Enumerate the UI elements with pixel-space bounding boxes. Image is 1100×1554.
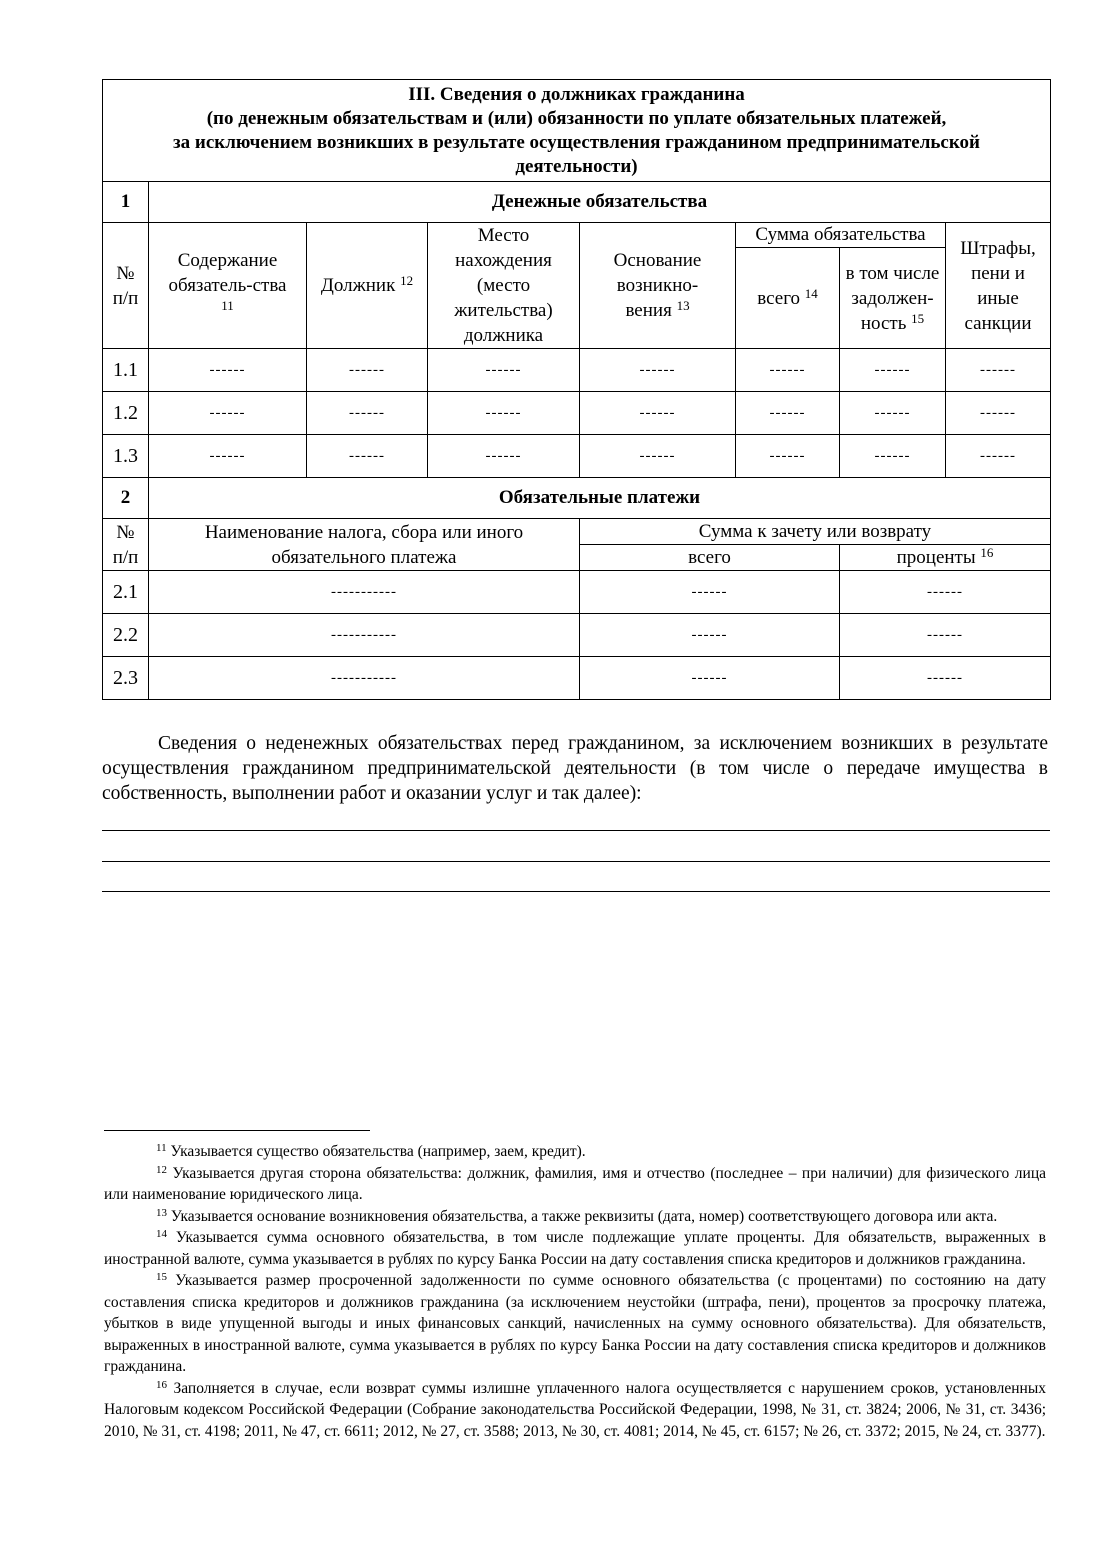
cell-payment-percent: ------ xyxy=(840,614,1051,657)
cell-penalties: ------ xyxy=(946,435,1051,478)
pay-col-header-percent-label: проценты xyxy=(896,547,976,568)
footnote-14 xyxy=(104,1227,1046,1270)
row-number: 2.1 xyxy=(103,571,149,614)
col-header-overdue xyxy=(840,248,946,349)
footnote-11 xyxy=(104,1141,1046,1163)
col-header-debtor xyxy=(307,223,428,349)
footnote-16 xyxy=(104,1378,1046,1443)
col-header-basis-label: Основание возникно-вения xyxy=(613,250,702,321)
pay-col-header-name xyxy=(149,519,580,571)
footnote-ref-16[interactable]: 16 xyxy=(980,545,994,560)
table-row xyxy=(103,571,1051,614)
table-row xyxy=(103,392,1051,435)
cell-content: ------ xyxy=(149,435,307,478)
section-title xyxy=(103,80,1051,182)
debtors-section xyxy=(102,79,1050,700)
footnotes xyxy=(104,1141,1046,1442)
col-header-number xyxy=(103,223,149,349)
row-number: 1.3 xyxy=(103,435,149,478)
pay-col-header-total: всего xyxy=(580,545,840,571)
table-row xyxy=(103,349,1051,392)
footnote-15 xyxy=(104,1270,1046,1378)
cell-overdue: ------ xyxy=(840,392,946,435)
cell-payment-total: ------ xyxy=(580,571,840,614)
col-header-overdue-label: в том числе задолжен-ность xyxy=(845,262,940,334)
pay-col-header-number-line1: № xyxy=(116,521,135,543)
cell-debtor: ------ xyxy=(307,392,428,435)
cell-debtor: ------ xyxy=(307,435,428,478)
section-title-line: III. Сведения о должниках гражданина xyxy=(408,83,745,105)
cell-payment-percent: ------ xyxy=(840,571,1051,614)
debtors-table xyxy=(102,79,1051,700)
section-title-line: деятельности) xyxy=(515,155,638,177)
col-header-total-label: всего xyxy=(757,287,801,309)
cell-payment-name: ----------- xyxy=(149,614,580,657)
row-number: 2.3 xyxy=(103,657,149,700)
col-header-amount: Сумма обязательства xyxy=(736,223,946,248)
col-header-penalties xyxy=(946,223,1051,349)
col-header-number-line2: п/п xyxy=(112,287,139,309)
table-row xyxy=(103,614,1051,657)
cell-location: ------ xyxy=(428,349,580,392)
footnote-text: Указывается существо обязательства (например, заем, кредит). xyxy=(170,1143,586,1160)
footnote-text: Указывается сумма основного обязательства, в том числе подлежащие уплате проценты. Для обязательств, выраженных в иностранной валюте, сумма указывается в рублях по курсу Банка России на дату составления списка кредиторов и должников гражданина. xyxy=(104,1229,1046,1268)
cell-payment-total: ------ xyxy=(580,614,840,657)
pay-col-header-percent xyxy=(840,545,1051,571)
footnote-text: Указывается другая сторона обязательства: должник, фамилия, имя и отчество (последнее – при наличии) для физического лица или наименование юридического лица. xyxy=(104,1164,1047,1203)
footnote-ref-14[interactable]: 14 xyxy=(804,285,818,301)
pay-col-header-name-line1: Наименование налога, сбора или иного xyxy=(204,521,524,543)
cell-basis: ------ xyxy=(580,392,736,435)
footnote-number: 11 xyxy=(156,1142,167,1154)
pay-col-header-name-line2: обязательного платежа xyxy=(271,546,457,568)
row-number: 1.1 xyxy=(103,349,149,392)
blank-fill-line[interactable] xyxy=(102,891,1050,892)
section-title-line: (по денежным обязательствам и (или) обязанности по уплате обязательных платежей, xyxy=(206,107,947,129)
footnote-number: 14 xyxy=(156,1228,167,1240)
cell-location: ------ xyxy=(428,435,580,478)
footnote-number: 16 xyxy=(156,1378,167,1391)
footnote-text: Указывается основание возникновения обязательства, а также реквизиты (дата, номер) соответствующего договора или акта. xyxy=(170,1207,998,1225)
nonmonetary-obligations-text: Сведения о неденежных обязательствах перед гражданином, за исключением возникших в результате осуществления гражданином предпринимательской деятельности (в том числе о передаче имущества в собственность, выполнении работ и оказании услуг и так далее): xyxy=(102,733,1048,804)
cell-content: ------ xyxy=(149,349,307,392)
cell-penalties: ------ xyxy=(946,392,1051,435)
cell-content: ------ xyxy=(149,392,307,435)
col-header-location-label: Место нахождения (место жительства) должника xyxy=(454,225,553,346)
row-number: 2.2 xyxy=(103,614,149,657)
blank-fill-line[interactable] xyxy=(102,861,1050,862)
footnote-ref-12[interactable]: 12 xyxy=(400,273,414,288)
col-header-debtor-label: Должник xyxy=(320,275,396,296)
blank-fill-line[interactable] xyxy=(102,830,1050,831)
cell-payment-percent: ------ xyxy=(840,657,1051,700)
payments-section-number: 2 xyxy=(103,478,149,519)
pay-col-header-number-line2: п/п xyxy=(112,546,139,568)
row-number: 1.2 xyxy=(103,392,149,435)
table-row xyxy=(103,657,1051,700)
pay-col-header-refund: Сумма к зачету или возврату xyxy=(580,519,1051,545)
cell-payment-name: ----------- xyxy=(149,657,580,700)
footnote-text: Заполняется в случае, если возврат суммы излишне уплаченного налога осуществляется с нарушением сроков, установленных Налоговым кодексом Российской Федерации (Собрание законодательства Российской Федерации, 1998, № 31, ст. 3824; 2006, № 31, ст. 3436; 2010, № 31, ст. 4198; 2011, № 47, ст. 6611; 2012, № 27, ст. 3588; 2013, № 30, ст. 4081; 2014, № 45, ст. 6157; № 26, ст. 3372; 2015, № 24, ст. 3377). xyxy=(104,1379,1047,1440)
cell-penalties: ------ xyxy=(946,349,1051,392)
cell-debtor: ------ xyxy=(307,349,428,392)
footnote-number: 12 xyxy=(156,1163,167,1176)
col-header-content-label: Содержание обязатель-ства xyxy=(168,250,287,296)
section-title-line: за исключением возникших в результате осуществления гражданином предпринимательской xyxy=(173,131,980,153)
cell-basis: ------ xyxy=(580,435,736,478)
col-header-penalties-label: Штрафы, пени и иные санкции xyxy=(960,237,1036,334)
payments-section-title: Обязательные платежи xyxy=(149,478,1051,519)
cell-location: ------ xyxy=(428,392,580,435)
monetary-section-number: 1 xyxy=(103,182,149,223)
table-row xyxy=(103,435,1051,478)
footnote-separator xyxy=(104,1130,370,1131)
col-header-number-line1: № xyxy=(116,262,135,284)
footnote-12 xyxy=(104,1163,1046,1206)
footnote-ref-13[interactable]: 13 xyxy=(676,298,690,313)
cell-overdue: ------ xyxy=(840,349,946,392)
cell-basis: ------ xyxy=(580,349,736,392)
monetary-section-title: Денежные обязательства xyxy=(149,182,1051,223)
cell-payment-total: ------ xyxy=(580,657,840,700)
footnote-13 xyxy=(104,1206,1046,1228)
cell-total: ------ xyxy=(736,435,840,478)
col-header-total xyxy=(736,248,840,349)
cell-payment-name: ----------- xyxy=(149,571,580,614)
footnote-ref-11[interactable]: 11 xyxy=(221,298,234,313)
col-header-location xyxy=(428,223,580,349)
footnote-ref-15[interactable]: 15 xyxy=(911,310,925,326)
cell-total: ------ xyxy=(736,349,840,392)
col-header-content xyxy=(149,223,307,349)
cell-overdue: ------ xyxy=(840,435,946,478)
footnote-text: Указывается размер просроченной задолженности по сумме основного обязательства (с процентами) по состоянию на дату составления списка кредиторов и должников гражданина (за исключением неустойки (штрафа, пени), процентов за просрочку платежа, убытков в виде упущенной выгоды и иных финансовых санкций, начисленных на сумму основного обязательства). Для обязательств, выраженных в иностранной валюте, сумма указывается в рублях по курсу Банка России на дату составления списка кредиторов и должников гражданина. xyxy=(104,1272,1046,1375)
pay-col-header-number xyxy=(103,519,149,571)
footnote-number: 15 xyxy=(156,1271,167,1283)
col-header-basis xyxy=(580,223,736,349)
cell-total: ------ xyxy=(736,392,840,435)
footnote-number: 13 xyxy=(156,1206,167,1219)
